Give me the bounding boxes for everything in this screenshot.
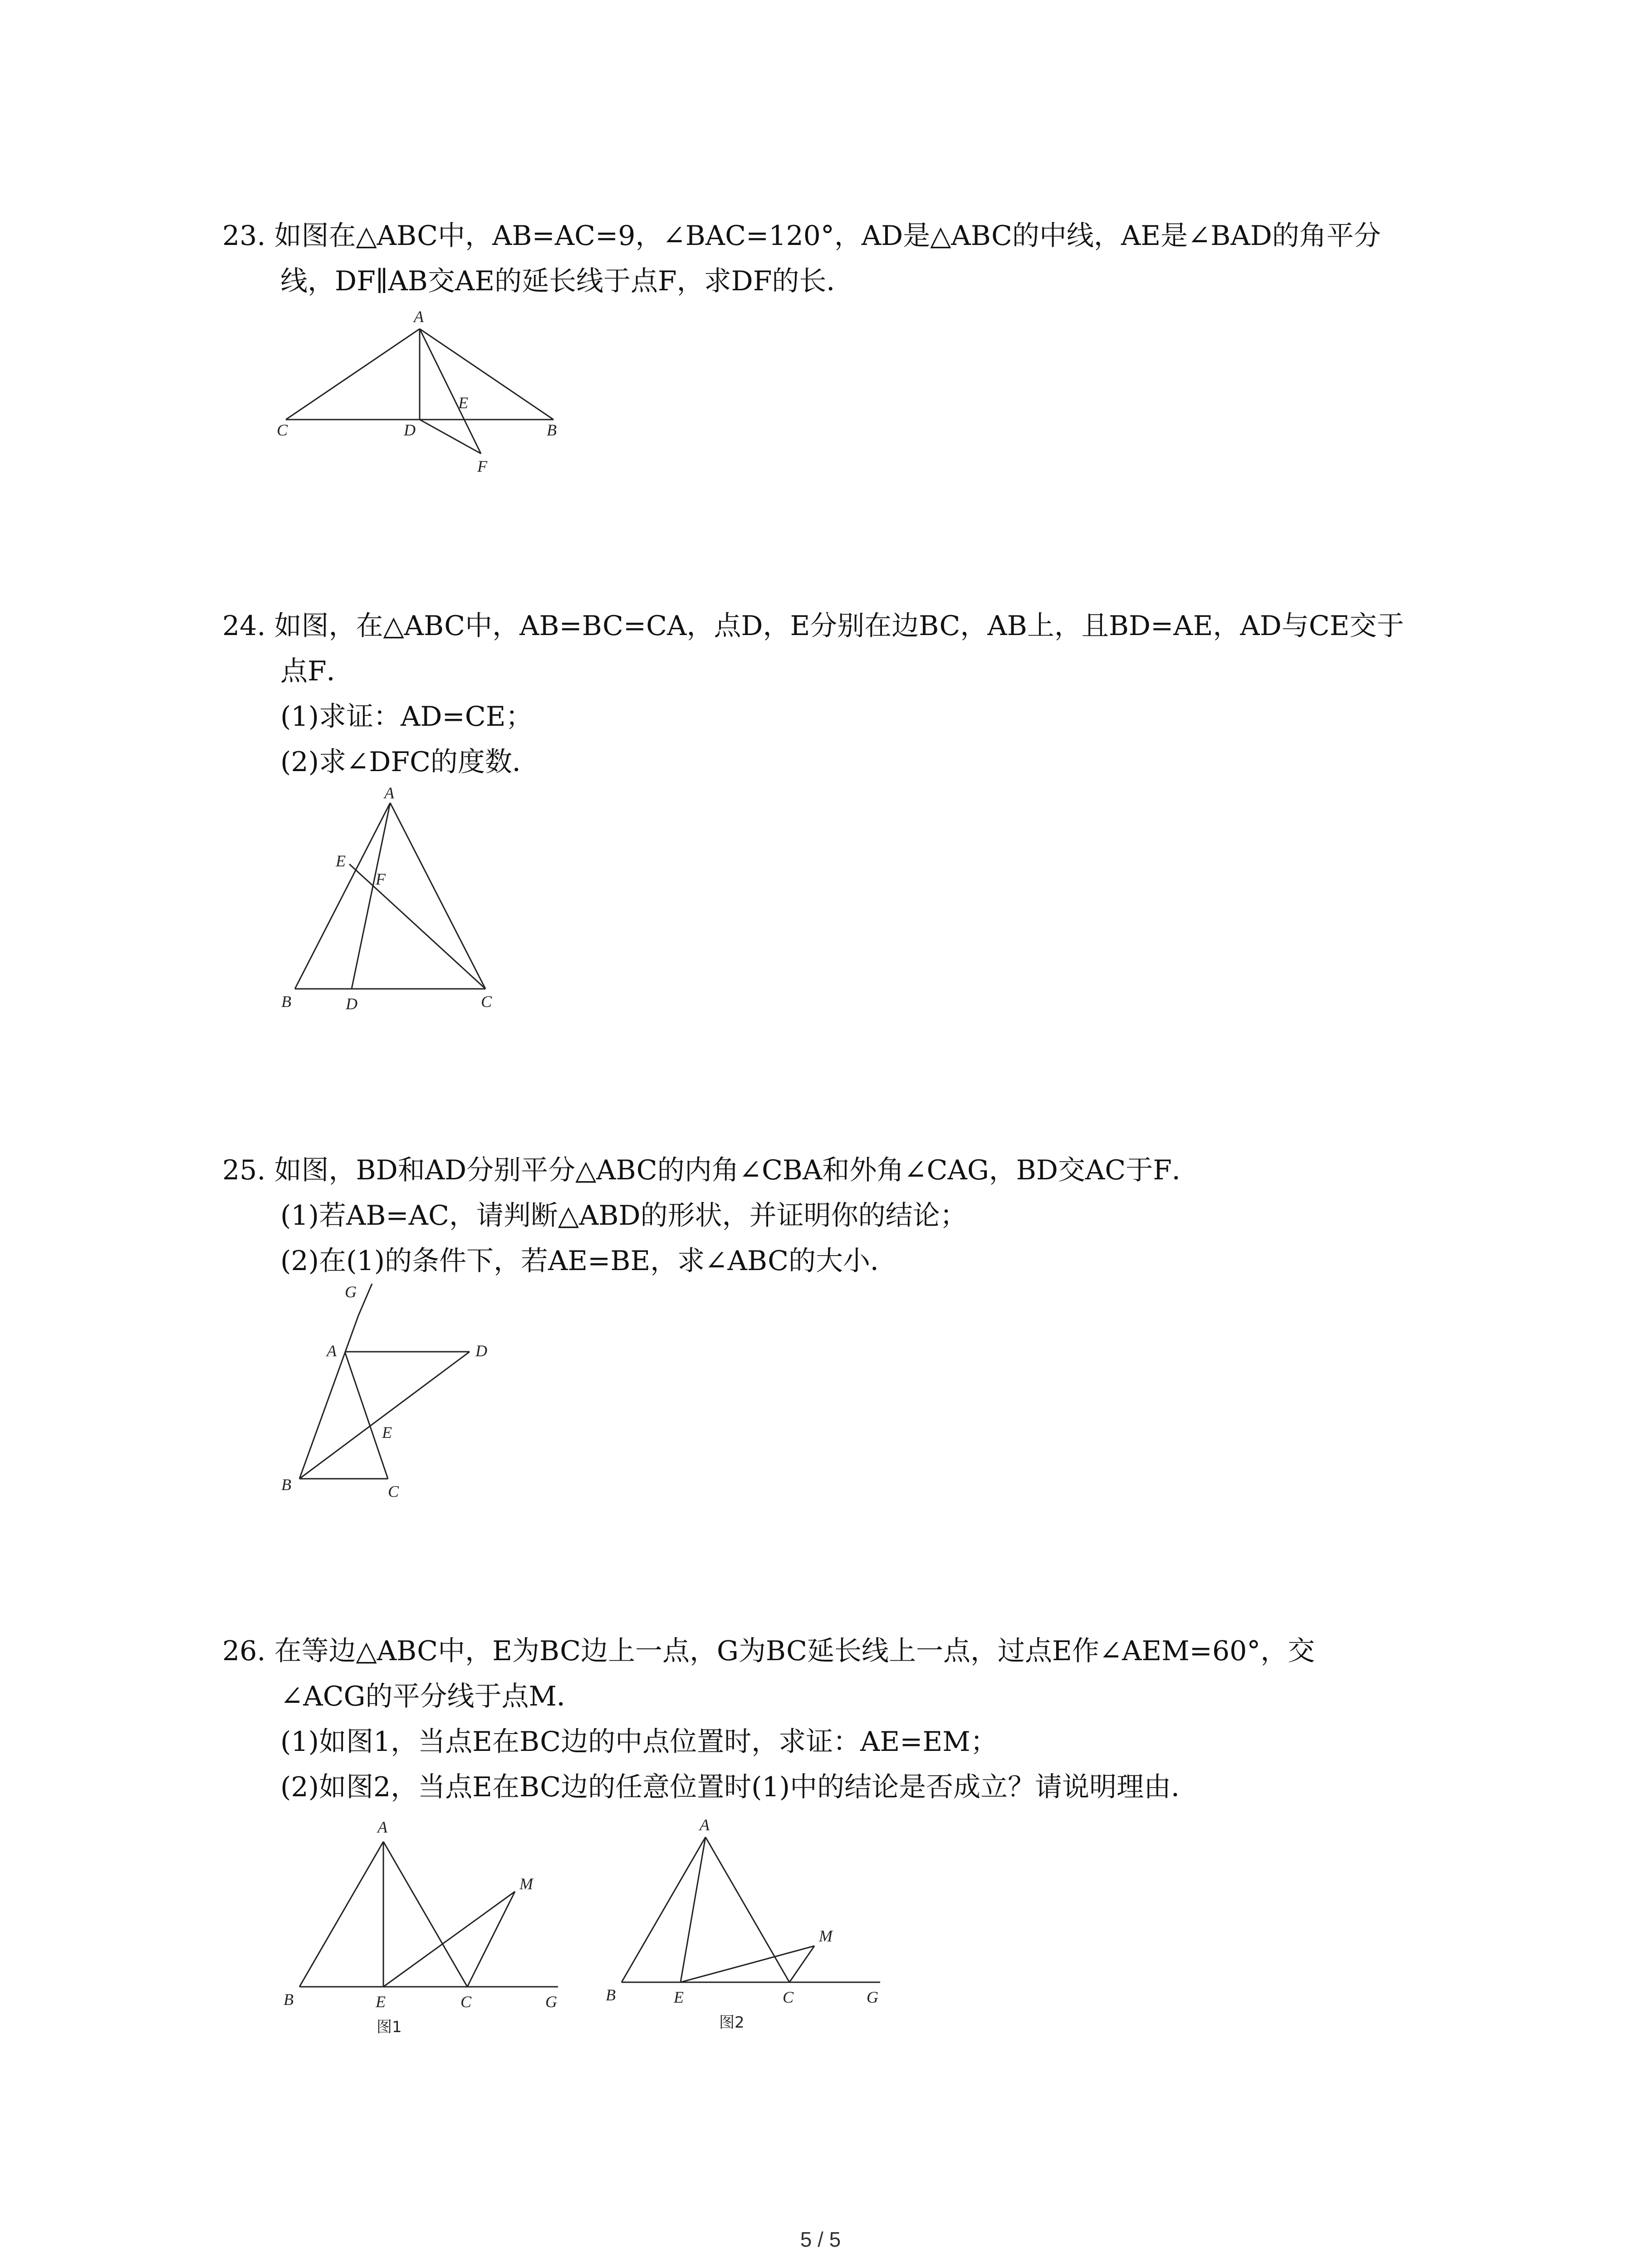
q23-label-b: B — [547, 421, 557, 439]
q26-fig2-caption: 图2 — [719, 2014, 745, 2032]
q24-label-f: F — [376, 870, 386, 888]
q26-fig2-label-b: B — [606, 1986, 616, 2004]
q23-label-d: D — [404, 421, 416, 439]
q26-line4: (2)如图2，当点E在BC边的任意位置时(1)中的结论是否成立？请说明理由． — [280, 1771, 1199, 1803]
q25-label-e: E — [382, 1423, 392, 1442]
q26-fig2-label-m: M — [819, 1927, 833, 1945]
q24-line4: (2)求∠DFC的度数． — [280, 746, 539, 778]
q25-label-a: A — [327, 1342, 337, 1360]
q26-fig1-label-c: C — [460, 1993, 472, 2011]
q26-line2: ∠ACG的平分线于点M． — [280, 1681, 584, 1712]
q25-line2: (1)若AB=AC，请判断△ABD的形状，并证明你的结论； — [280, 1200, 967, 1232]
q26-line1: 26. 在等边△ABC中，E为BC边上一点，G为BC延长线上一点，过点E作∠AEM=60°，交 — [222, 1635, 1315, 1667]
q26-fig1-label-a: A — [377, 1818, 387, 1836]
page-number: 5 / 5 — [800, 2228, 841, 2251]
q26-figure-2 — [594, 1810, 912, 2050]
q26-fig2-label-e: E — [674, 1988, 684, 2006]
q23-label-a: A — [414, 308, 424, 326]
q24-figure — [268, 780, 540, 1021]
q23-label-f: F — [477, 457, 487, 475]
q26-line3: (1)如图1，当点E在BC边的中点位置时，求证：AE=EM； — [280, 1726, 998, 1758]
q25-figure — [272, 1279, 544, 1506]
q25-line1: 25. 如图，BD和AD分别平分△ABC的内角∠CBA和外角∠CAG，BD交AC于F． — [222, 1154, 1199, 1186]
q26-fig1-caption: 图1 — [377, 2018, 402, 2036]
q25-line3: (2)在(1)的条件下，若AE=BE，求∠ABC的大小． — [280, 1245, 897, 1277]
q23-label-c: C — [277, 421, 288, 439]
q24-label-e: E — [336, 852, 346, 870]
q26-fig1-label-m: M — [519, 1875, 533, 1893]
q26-figure-1 — [268, 1810, 576, 2050]
q24-label-b: B — [281, 992, 291, 1011]
q25-label-g: G — [345, 1283, 357, 1301]
q26-fig1-label-e: E — [376, 1993, 386, 2011]
q24-line1: 24. 如图，在△ABC中，AB=BC=CA，点D，E分别在边BC，AB上，且BD=AE，AD与CE交于 — [222, 610, 1404, 642]
q23-line1: 23. 如图在△ABC中，AB=AC=9，∠BAC=120°，AD是△ABC的中线，AE是∠BAD的角平分 — [222, 220, 1381, 252]
q24-label-d: D — [346, 995, 358, 1013]
q24-label-c: C — [481, 992, 492, 1011]
q25-label-b: B — [281, 1476, 291, 1494]
q24-line3: (1)求证：AD=CE； — [280, 701, 533, 733]
q24-label-a: A — [384, 784, 394, 802]
q23-line2: 线，DF∥AB交AE的延长线于点F，求DF的长． — [280, 265, 854, 297]
q23-label-e: E — [458, 394, 468, 412]
q25-label-c: C — [388, 1482, 399, 1501]
q26-fig2-label-a: A — [700, 1816, 710, 1834]
q25-label-d: D — [475, 1342, 487, 1360]
q26-fig2-label-g: G — [867, 1988, 878, 2006]
q26-fig1-label-g: G — [545, 1993, 557, 2011]
q26-fig2-label-c: C — [783, 1988, 794, 2006]
q26-fig1-label-b: B — [284, 1990, 294, 2009]
q23-figure — [268, 299, 594, 490]
q24-line2: 点F． — [280, 655, 354, 687]
